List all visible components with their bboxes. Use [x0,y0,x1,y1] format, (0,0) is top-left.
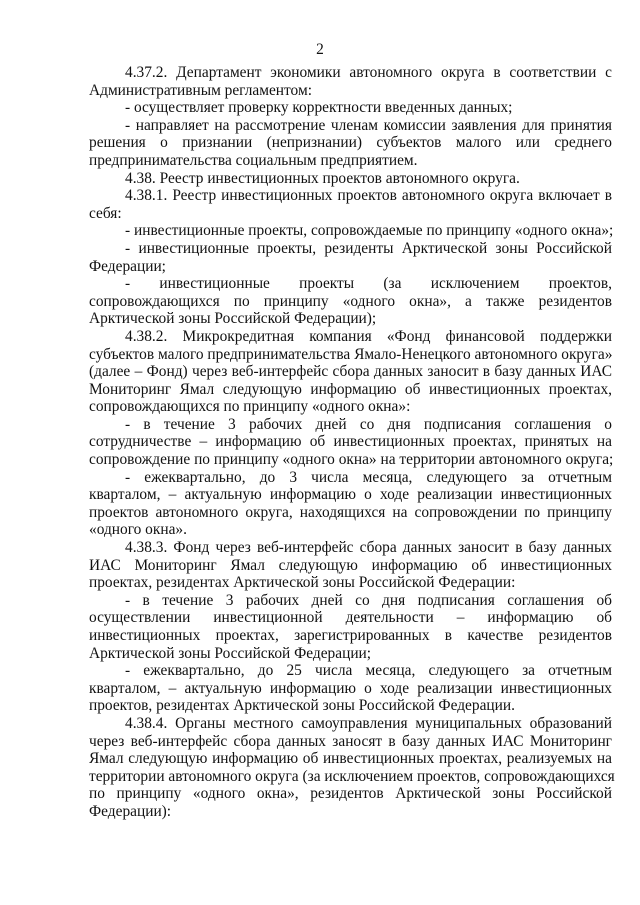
list-item-arctic-quarterly-line-1: - ежеквартально, до 25 числа месяца, следующего за отчетным [125,662,612,680]
paragraph-4-38-2-line-5: сопровождающихся по принципу «одного окна»: [89,398,411,416]
list-item-quarterly-line-1: - ежеквартально, до 3 числа месяца, следующего за отчетным [125,468,612,486]
list-item-arctic-residents-line-2: Федерации; [89,257,166,275]
list-item-arctic-three-days-line-1: - в течение 3 рабочих дней со дня подписания соглашения об [125,591,612,609]
list-item-quarterly-line-4: «одного окна». [89,521,187,539]
list-item-send-applications-line-2: решения о признании (непризнании) субъектов малого или среднего [89,134,612,152]
list-item-three-days-line-3: сопровождение по принципу «одного окна» на территории автономного округа; [89,451,614,469]
list-item-arctic-quarterly-line-2: кварталом, – актуальную информацию о ходе реализации инвестиционных [89,679,612,697]
list-item-other-projects-line-1: - инвестиционные проекты (за исключением проектов, [125,275,612,293]
paragraph-4-38-4-line-2: через веб-интерфейс сбора данных заносят в базу данных ИАС Мониторинг [89,732,612,750]
paragraph-4-37-2-line-1: 4.37.2. Департамент экономики автономного округа в соответствии с [125,64,612,81]
paragraph-4-38-2-line-1: 4.38.2. Микрокредитная компания «Фонд финансовой поддержки [125,327,612,345]
list-item-send-applications-line-1: - направляет на рассмотрение членам комиссии заявления для принятия [125,116,612,134]
paragraph-4-38-3-line-1: 4.38.3. Фонд через веб-интерфейс сбора данных заносит в базу данных [125,539,612,557]
list-item-arctic-three-days-line-2: осуществлении инвестиционной деятельности – информацию об [89,609,612,627]
list-item-one-window-projects: - инвестиционные проекты, сопровождаемые по принципу «одного окна»; [125,222,614,240]
list-item-send-applications-line-3: предпринимательства социальным предприятием. [89,151,418,169]
list-item-quarterly-line-3: проектов автономного округа, находящихся на сопровождении по принципу [89,503,612,521]
paragraph-4-38-2-line-3: (далее – Фонд) через веб-интерфейс сбора данных заносит в базу данных ИАС [89,363,612,381]
list-item-arctic-three-days-line-3: инвестиционных проектах, зарегистрированных в качестве резидентов [89,627,612,644]
paragraph-4-38-2-line-4: Мониторинг Ямал следующую информацию об инвестиционных проектах, [89,380,612,398]
list-item-arctic-quarterly-line-3: проектов, резидентах Арктической зоны Российской Федерации. [89,697,515,715]
paragraph-4-38-4-line-5: по принципу «одного окна», резидентов Арктической зоны Российской [89,785,612,803]
list-item-three-days-line-1: - в течение 3 рабочих дней со дня подписания соглашения о [125,415,612,433]
paragraph-4-38-1-line-2: себя: [89,204,122,222]
document-body [89,64,615,821]
paragraph-4-38-4-line-1: 4.38.4. Органы местного самоуправления муниципальных образований [125,714,612,732]
list-item-three-days-line-2: сотрудничестве – информацию об инвестиционных проектах, принятых на [89,433,612,451]
list-item-verify-data: - осуществляет проверку корректности введенных данных; [125,99,513,117]
paragraph-4-38-3-line-2: ИАС Мониторинг Ямал следующую информацию об инвестиционных [89,556,612,574]
list-item-arctic-residents-line-1: - инвестиционные проекты, резиденты Арктической зоны Российской [125,239,612,257]
paragraph-4-38-4-line-6: Федерации): [89,802,172,820]
list-item-other-projects-line-2: сопровождающихся по принципу «одного окна», а также резидентов [89,292,612,310]
paragraph-4-38-4-line-3: Ямал следующую информацию об инвестиционных проектах, реализуемых на [89,750,612,768]
page-number: 2 [316,41,324,58]
paragraph-4-38-2-line-2: субъектов малого предпринимательства Ямало-Ненецкого автономного округа» [89,345,613,363]
paragraph-4-37-2-line-2: Административным регламентом: [89,81,312,99]
list-item-other-projects-line-3: Арктической зоны Российской Федерации); [89,310,377,328]
section-heading-4-38: 4.38. Реестр инвестиционных проектов автономного округа. [125,169,520,187]
list-item-arctic-three-days-line-4: Арктической зоны Российской Федерации; [89,644,372,662]
paragraph-4-38-1-line-1: 4.38.1. Реестр инвестиционных проектов автономного округа включает в [125,187,612,205]
paragraph-4-38-3-line-3: проектах, резидентах Арктической зоны Российской Федерации: [89,574,516,592]
paragraph-4-38-4-line-4: территории автономного округа (за исключением проектов, сопровождающихся [89,767,615,785]
list-item-quarterly-line-2: кварталом, – актуальную информацию о ходе реализации инвестиционных [89,486,612,504]
